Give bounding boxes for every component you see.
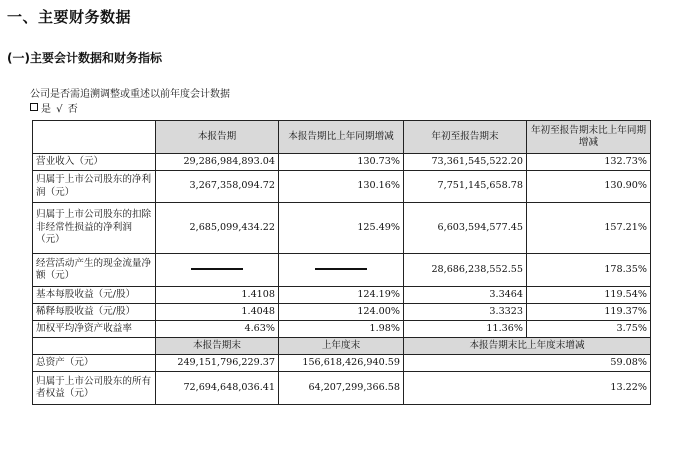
cell: 130.16% — [279, 171, 404, 203]
table-row — [33, 355, 651, 372]
cell: 130.90% — [527, 171, 651, 203]
cell: 2,685,099,434.22 — [156, 203, 279, 254]
cell: 125.49% — [279, 203, 404, 254]
cell: 3.3464 — [404, 287, 527, 304]
cell: 157.21% — [527, 203, 651, 254]
cell: 59.08% — [404, 355, 651, 372]
section-heading: 一、主要财务数据 — [7, 8, 132, 26]
cell: 119.37% — [527, 304, 651, 321]
row-label: 基本每股收益（元/股） — [33, 287, 156, 304]
restate-options — [30, 100, 80, 115]
cell: 4.63% — [156, 321, 279, 338]
dash-cell — [279, 254, 404, 287]
header-cell — [33, 121, 156, 154]
dash-line — [315, 268, 367, 270]
cell: 3.75% — [527, 321, 651, 338]
header-cell: 本报告期 — [156, 121, 279, 154]
dash-cell — [156, 254, 279, 287]
cell: 124.19% — [279, 287, 404, 304]
table-row — [33, 304, 651, 321]
check-mark: √ — [56, 104, 63, 115]
cell: 1.4108 — [156, 287, 279, 304]
header-cell — [33, 338, 156, 355]
table-row — [33, 372, 651, 405]
row-label: 归属于上市公司股东的扣除非经常性损益的净利润（元） — [33, 203, 156, 254]
row-label: 稀释每股收益（元/股） — [33, 304, 156, 321]
row-label: 营业收入（元） — [33, 154, 156, 171]
cell: 3,267,358,094.72 — [156, 171, 279, 203]
cell: 6,603,594,577.45 — [404, 203, 527, 254]
cell: 132.73% — [527, 154, 651, 171]
table-row — [33, 154, 651, 171]
cell: 1.98% — [279, 321, 404, 338]
dash-line — [191, 268, 243, 270]
cell: 3.3323 — [404, 304, 527, 321]
cell: 28,686,238,552.55 — [404, 254, 527, 287]
cell: 124.00% — [279, 304, 404, 321]
cell: 178.35% — [527, 254, 651, 287]
cell: 119.54% — [527, 287, 651, 304]
row-label: 归属于上市公司股东的净利润（元） — [33, 171, 156, 203]
checkbox-icon — [30, 103, 38, 111]
row-label: 加权平均净资产收益率 — [33, 321, 156, 338]
header-cell: 年初至报告期末比上年同期增减 — [527, 121, 651, 154]
cell: 11.36% — [404, 321, 527, 338]
cell: 13.22% — [404, 372, 651, 405]
table-row — [33, 171, 651, 203]
table-row — [33, 203, 651, 254]
cell: 64,207,299,366.58 — [279, 372, 404, 405]
row-label: 经营活动产生的现金流量净额（元） — [33, 254, 156, 287]
option-no: 否 — [67, 104, 78, 115]
cell: 73,361,545,522.20 — [404, 154, 527, 171]
header-cell: 本报告期末 — [156, 338, 279, 355]
cell: 72,694,648,036.41 — [156, 372, 279, 405]
table-row — [33, 287, 651, 304]
table-header-row — [33, 338, 651, 355]
header-cell: 上年度末 — [279, 338, 404, 355]
cell: 7,751,145,658.78 — [404, 171, 527, 203]
cell: 249,151,796,229.37 — [156, 355, 279, 372]
cell: 1.4048 — [156, 304, 279, 321]
cell: 130.73% — [279, 154, 404, 171]
header-cell: 本报告期比上年同期增减 — [279, 121, 404, 154]
row-label: 总资产（元） — [33, 355, 156, 372]
table-header-row — [33, 121, 651, 154]
financial-data-table — [32, 120, 651, 405]
subsection-heading: (一)主要会计数据和财务指标 — [7, 51, 162, 65]
restate-note: 公司是否需追溯调整或重述以前年度会计数据 — [30, 89, 230, 100]
cell: 156,618,426,940.59 — [279, 355, 404, 372]
option-yes: 是 — [41, 104, 51, 115]
header-cell: 年初至报告期末 — [404, 121, 527, 154]
header-cell: 本报告期末比上年度末增减 — [404, 338, 651, 355]
table-row — [33, 321, 651, 338]
table-row — [33, 254, 651, 287]
cell: 29,286,984,893.04 — [156, 154, 279, 171]
row-label: 归属于上市公司股东的所有者权益（元） — [33, 372, 156, 405]
